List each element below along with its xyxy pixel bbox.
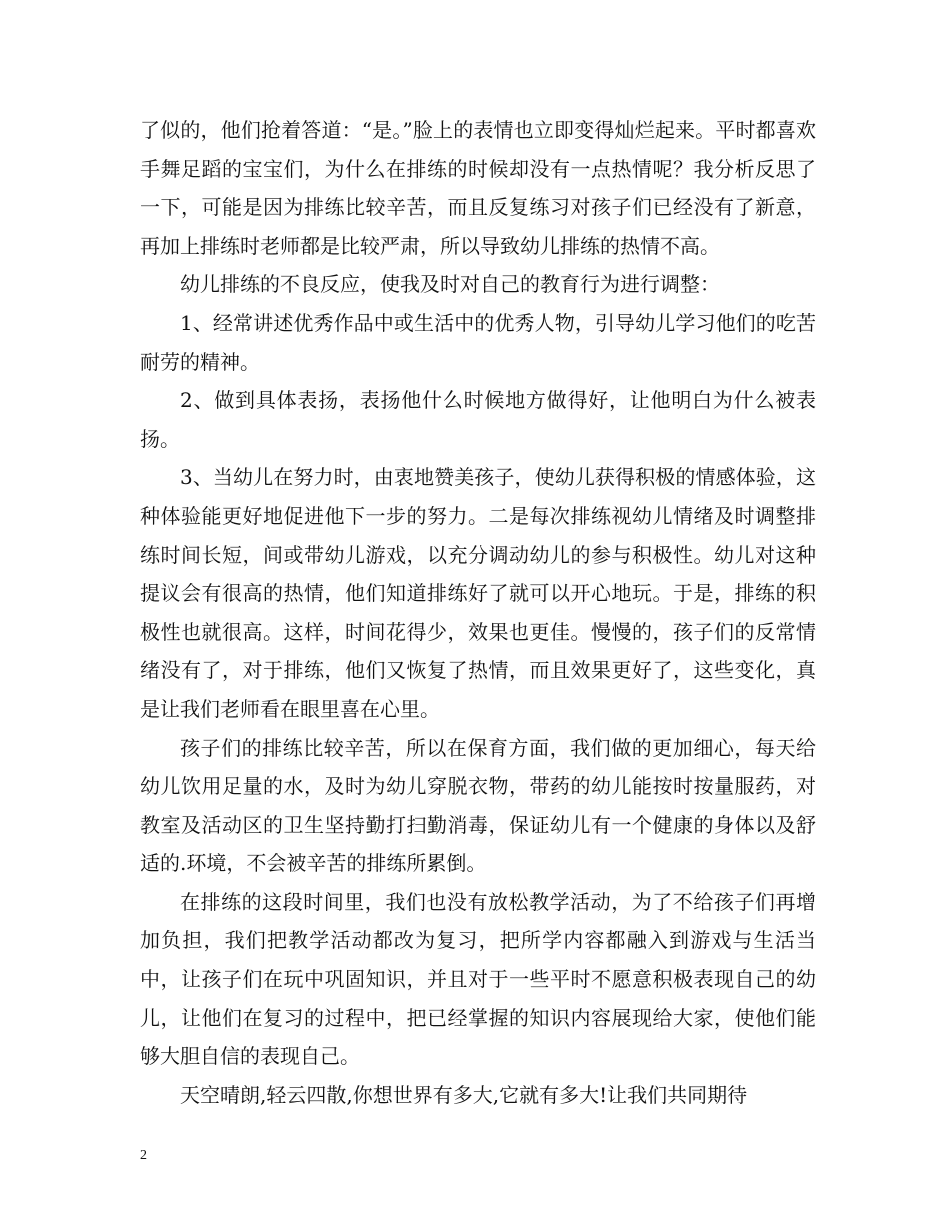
paragraph-closing: 天空晴朗,轻云四散,你想世界有多大,它就有多大!让我们共同期待 <box>180 1082 748 1107</box>
paragraph-adjustment-intro: 幼儿排练的不良反应，使我及时对自己的教育行为进行调整： <box>180 272 720 297</box>
page-number: 2 <box>140 1148 147 1163</box>
paragraph-teaching: 在排练的这段时间里，我们也没有放松教学活动，为了不给孩子们再增加负担，我们把教学活动都改为复习，把所学内容都融入到游戏与生活当中，让孩子们在玩中巩固知识，并且对于一些平时不愿意积极表现自己的幼儿，让他们在复习的过程中，把已经掌握的知识内容展现给大家，使他们能够大胆自信的表现自己。 <box>140 889 816 1069</box>
paragraph-item-3: 3、当幼儿在努力时，由衷地赞美孩子，使幼儿获得积极的情感体验，这种体验能更好地促进他下一步的努力。二是每次排练视幼儿情绪及时调整排练时间长短，间或带幼儿游戏，以充分调动幼儿的参与积极性。幼儿对这种提议会有很高的热情，他们知道排练好了就可以开心地玩。于是，排练的积极性也就很高。这样，时间花得少，效果也更佳。慢慢的，孩子们的反常情绪没有了，对于排练，他们又恢复了热情，而且效果更好了，这些变化，真是让我们老师看在眼里喜在心里。 <box>140 465 816 721</box>
paragraph-continuation: 了似的，他们抢着答道：“是。”脸上的表情也立即变得灿烂起来。平时都喜欢手舞足蹈的宝宝们，为什么在排练的时候却没有一点热情呢？我分析反思了一下，可能是因为排练比较辛苦，而且反复练习对孩子们已经没有了新意，再加上排练时老师都是比较严肃，所以导致幼儿排练的热情不高。 <box>140 118 816 258</box>
paragraph-item-2: 2、做到具体表扬，表扬他什么时候地方做得好，让他明白为什么被表扬。 <box>140 388 816 451</box>
paragraph-care: 孩子们的排练比较辛苦，所以在保育方面，我们做的更加细心，每天给幼儿饮用足量的水，及时为幼儿穿脱衣物，带药的幼儿能按时按量服药，对教室及活动区的卫生坚持勤打扫勤消毒，保证幼儿有一个健康的身体以及舒适的.环境，不会被辛苦的排练所累倒。 <box>140 735 816 876</box>
paragraph-item-1: 1、经常讲述优秀作品中或生活中的优秀人物，引导幼儿学习他们的吃苦耐劳的精神。 <box>140 310 816 374</box>
body-text <box>140 111 816 1114</box>
